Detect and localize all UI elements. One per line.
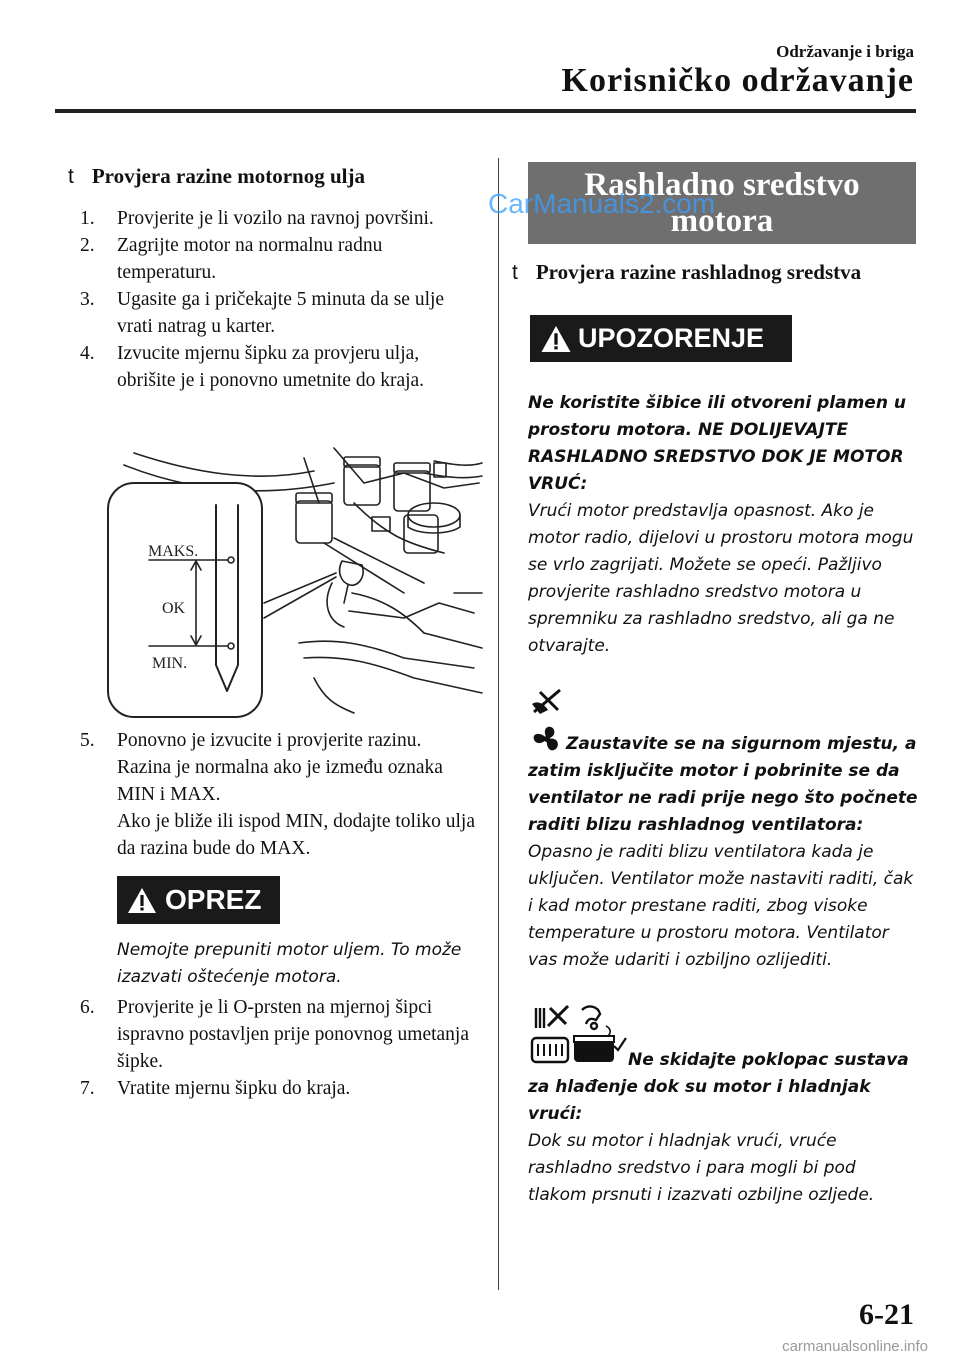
section-bullet-icon: t: [68, 165, 74, 188]
list-item: 2. Zagrijte motor na normalnu radnu temperaturu.: [80, 235, 383, 283]
oil-check-heading: [68, 164, 365, 189]
warning-radiator-cap: Ne skidajte poklopac sustava za hlađenje dok su motor i hladnjak vrući: Dok su motor i hladnjak vrući, vruće rashladno sredstvo i para mogli bi pod tlakom prsnuti i izazvati ozbiljne ozljede.: [528, 1050, 909, 1205]
footer-watermark: carmanualsonline.info: [782, 1338, 928, 1355]
caution-text: Nemojte prepuniti motor uljem. To može izazvati oštećenje motora.: [117, 940, 462, 987]
oil-steps-list: [55, 205, 480, 394]
caution-triangle-icon: [127, 887, 157, 914]
page-title: Korisničko održavanje: [561, 62, 914, 99]
header-rule: [55, 109, 916, 113]
no-hands-icon: [530, 686, 566, 721]
engine-bay-illustration: [104, 443, 484, 721]
min-mark-label: MIN.: [152, 655, 188, 672]
list-item: 6. Provjerite je li O-prsten na mjernoj šipci ispravno postavljen prije ponovnog umetanja šipke.: [80, 997, 470, 1072]
coolant-check-heading: t Provjera razine rashladnog sredstva: [512, 260, 862, 284]
list-item: 1. Provjerite je li vozilo na ravnoj površini.: [80, 208, 434, 229]
dipstick-illustration: [104, 443, 484, 721]
warning-triangle-icon: [540, 325, 572, 353]
watermark-text: CarManuals2.com: [488, 188, 716, 219]
coolant-section-banner: Rashladno sredstvo motora: [528, 162, 916, 244]
warning-fan: Zaustavite se na sigurnom mjestu, a zatim isključite motor i pobrinite se da ventilator ne radi prije nego što počnete raditi blizu rashladnog ventilatora: Opasno je raditi blizu ventilatora kada je uključen. Ventilator može nastaviti raditi, čak i kad motor prestane raditi, zbog visoke temperature u prostoru motora. Ventilator vas može udariti i ozbiljno ozlijediti.: [528, 734, 918, 970]
oil-step-5: [55, 727, 480, 862]
column-divider: [498, 158, 499, 1290]
oil-steps-list-2: [55, 994, 480, 1102]
warning-badge: UPOZORENJE: [530, 315, 792, 362]
list-item: 5. Ponovno je izvucite i provjerite razinu. Razina je normalna ako je između oznaka MIN i MAX. Ako je bliže ili ispod MIN, dodajte toliko ulja da razina bude do MAX.: [80, 730, 475, 859]
ok-range-label: OK: [162, 600, 186, 617]
list-item: 4. Izvucite mjernu šipku za provjeru ulja, obrišite je i ponovno umetnite do kraja.: [80, 343, 425, 391]
page-number: 6-21: [859, 1298, 914, 1331]
section-bullet-icon: t: [512, 261, 518, 284]
max-mark-label: MAKS.: [148, 543, 199, 560]
list-item: 3. Ugasite ga i pričekajte 5 minuta da se ulje vrati natrag u karter.: [80, 289, 445, 337]
section-label: Održavanje i briga: [776, 42, 914, 61]
warning-no-flame: Ne koristite šibice ili otvoreni plamen u prostoru motora. NE DOLIJEVAJTE RASHLADNO SREDSTVO DOK JE MOTOR VRUĆ: Vrući motor predstavlja opasnost. Ako je motor radio, dijelovi u prostoru motora mogu se vrlo zagrijati. Možete se opeći. Pažljivo provjerite rashladno sredstvo motora u spremniku za rashladno sredstvo, ali ga ne otvarajte.: [528, 393, 914, 656]
caution-badge: OPREZ: [117, 876, 280, 924]
list-item: 7. Vratite mjernu šipku do kraja.: [80, 1078, 351, 1099]
oil-check-heading-text: Provjera razine motornog ulja: [91, 164, 365, 188]
